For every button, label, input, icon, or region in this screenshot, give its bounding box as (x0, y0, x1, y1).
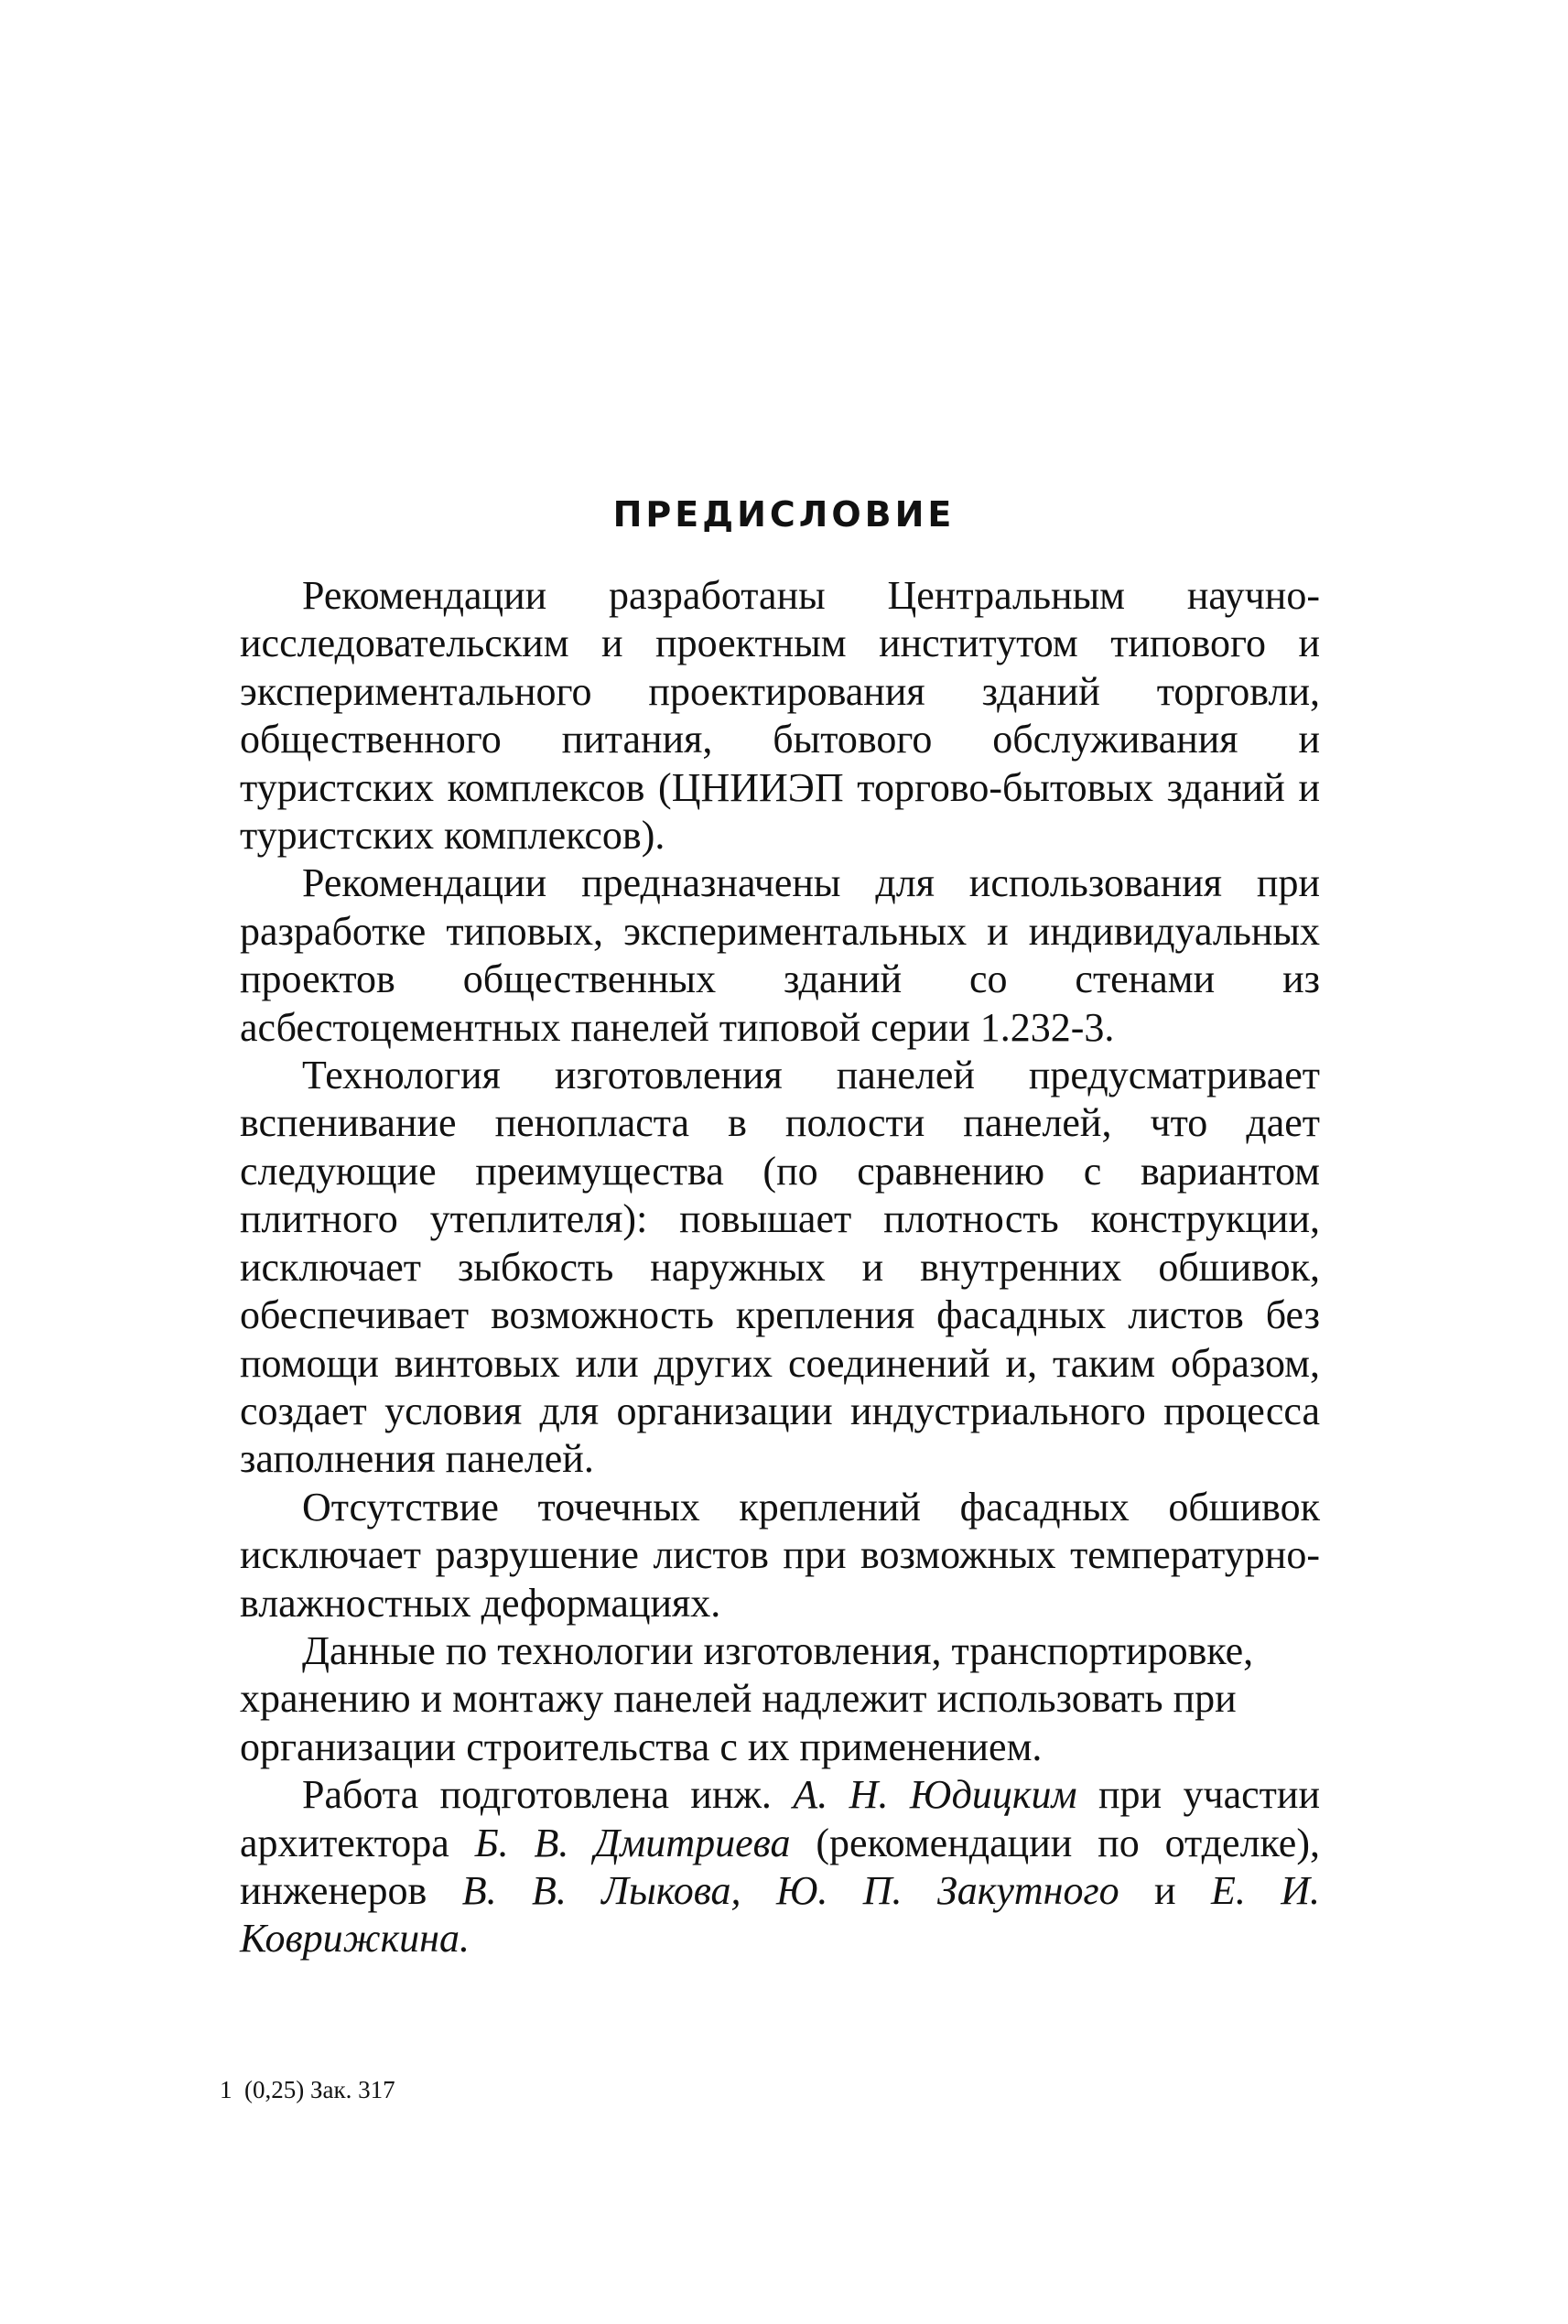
engineer-name: Ю. П. Закутного (775, 1867, 1119, 1913)
credits-text: при участии архитектора (240, 1772, 1321, 1865)
paragraph-credits (240, 1771, 1320, 1963)
engineer-name: В. В. Лыкова, (461, 1867, 741, 1913)
engineer-name: Е. И. Коврижкина. (240, 1867, 1321, 1962)
body-text (240, 572, 1320, 1963)
paragraph-developers: Рекомендации разработаны Центральным научно-исследовательским и проектным институтом типового и экспериментального проектирования зданий торговли, общественного питания, бытового обслуживания и туристских комплексов (ЦНИИЭП торгово-бытовых зданий и туристских комплексов). (240, 573, 1320, 859)
credits-text: (рекомендации по отделке), инженеров (240, 1820, 1320, 1913)
paragraph-usage: Данные по технологии изготовления, транспортировке, хранению и монтажу панелей надлежит использовать при организации строительства с их применением. (240, 1627, 1254, 1769)
paragraph-fastenings: Отсутствие точечных креплений фасадных обшивок исключает разрушение листов при возможных температурно-влажностных деформациях. (240, 1484, 1320, 1626)
credits-text: и (1119, 1867, 1211, 1913)
page-title: ПРЕДИСЛОВИЕ (612, 494, 956, 535)
architect-name: Б. В. Дмитриева (474, 1820, 791, 1865)
paragraph-technology: Технология изготовления панелей предусматривает вспенивание пенопласта в полости панелей, что дает следующие преимущества (по сравнению с вариантом плитного утеплителя): повышает плотность конструкции, исключает зыбкость наружных и внутренних обшивок, обеспечивает возможность крепления фасадных листов без помощи винтовых или других соединений и, таким образом, создает условия для организации индустриального процесса заполнения панелей. (240, 1053, 1320, 1482)
author-name: А. Н. Юдицким (793, 1772, 1077, 1818)
credits-text (741, 1868, 776, 1913)
print-footer: 1 (0,25) Зак. 317 (220, 2076, 395, 2103)
credits-prefix: Работа подготовлена инж. (302, 1772, 794, 1818)
paragraph-purpose: Рекомендации предназначены для использования при разработке типовых, экспериментальных и индивидуальных проектов общественных зданий со стенами из асбестоцементных панелей типовой серии 1.232-3. (240, 860, 1320, 1050)
